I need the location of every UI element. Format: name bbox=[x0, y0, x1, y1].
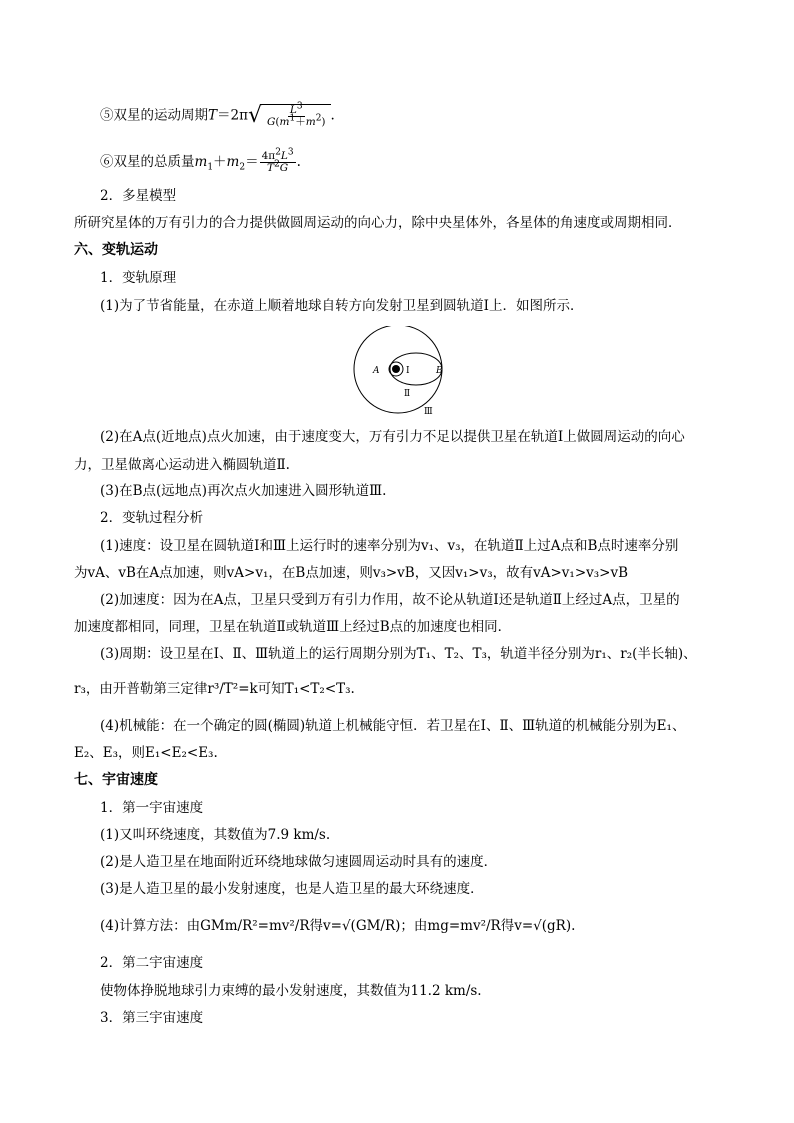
speed-line-1: (1)速度：设卫星在圆轨道Ⅰ和Ⅲ上运行时的速率分别为v₁、v₃，在轨道Ⅱ上过A点和B点时速率分别 bbox=[100, 538, 679, 554]
multi-star-text: 所研究星体的万有引力的合力提供做圆周运动的向心力，除中央星体外，各星体的角速度或周期相同． bbox=[74, 215, 682, 231]
label-B: B bbox=[436, 366, 443, 376]
section7-p4: (4)计算方法：由GMm/R²=mv²/R得v=√(GM/R)；由mg=mv²/R得v=√(gR). bbox=[100, 918, 576, 934]
section7-p1: (1)又叫环绕速度，其数值为7.9 km/s. bbox=[100, 827, 331, 843]
double-star-mass-label: ⑥双星的总质量 bbox=[100, 154, 195, 170]
label-III: Ⅲ bbox=[424, 407, 433, 417]
section7-sub1: 1．第一宇宙速度 bbox=[100, 800, 204, 816]
double-star-period-label: ⑤双星的运动周期 bbox=[100, 107, 208, 124]
period-line-2: r₃，由开普勒第三定律r³/T²=k可知T₁<T₂<T₃. bbox=[74, 681, 355, 697]
energy-line-1: (4)机械能：在一个确定的圆(椭圆)轨道上机械能守恒．若卫星在Ⅰ、Ⅱ、Ⅲ轨道的机械能分别为E₁、 bbox=[100, 718, 686, 734]
section6-p2a: (2)在A点(近地点)点火加速，由于速度变大，万有引力不足以提供卫星在轨道Ⅰ上做圆周运动的向心 bbox=[100, 429, 685, 445]
section7-p3: (3)是人造卫星的最小发射速度，也是人造卫星的最大环绕速度． bbox=[100, 881, 484, 897]
energy-line-2: E₂、E₃，则E₁<E₂<E₃. bbox=[74, 745, 218, 761]
section6-p1: (1)为了节省能量，在赤道上顺着地球自转方向发射卫星到圆轨道Ⅰ上．如图所示． bbox=[100, 298, 584, 314]
speed-line-2: 为vA、vB在A点加速，则vA>v₁，在B点加速，则v₃>vB，又因v₁>v₃，故有vA>v₁>v₃>vB bbox=[74, 565, 629, 581]
label-I: Ⅰ bbox=[406, 366, 410, 376]
section6-p3: (3)在B点(远地点)再次点火加速进入圆形轨道Ⅲ. bbox=[100, 483, 387, 499]
earth-dot bbox=[392, 365, 400, 373]
section7-title: 七、宇宙速度 bbox=[74, 772, 158, 788]
label-II: Ⅱ bbox=[404, 389, 411, 399]
double-star-period-line: ⑤双星的运动周期T＝2π √ $\frac{L^3}{G(m^1+m^2)}$ . bbox=[100, 101, 335, 128]
label-A: A bbox=[373, 366, 380, 376]
section7-p2: (2)是人造卫星在地面附近环绕地球做匀速圆周运动时具有的速度． bbox=[100, 854, 498, 870]
double-star-mass-line: ⑥双星的总质量$m_1+m_2=$ $\frac{4\pi^2L^3}{T^2G}$ . bbox=[100, 147, 301, 174]
multi-star-heading: 2．多星模型 bbox=[100, 188, 177, 204]
section6-sub1: 1．变轨原理 bbox=[100, 270, 177, 286]
section6-sub2: 2．变轨过程分析 bbox=[100, 510, 204, 526]
section6-p2b: 力，卫星做离心运动进入椭圆轨道Ⅱ. bbox=[74, 457, 290, 473]
section7-p5: 使物体挣脱地球引力束缚的最小发射速度，其数值为11.2 km/s. bbox=[100, 983, 482, 999]
section7-sub2: 2．第二宇宙速度 bbox=[100, 955, 204, 971]
period-line-1: (3)周期：设卫星在Ⅰ、Ⅱ、Ⅲ轨道上的运行周期分别为T₁、T₂、T₃，轨道半径分别为r₁、r₂(半长轴)、 bbox=[100, 646, 697, 662]
accel-line-1: (2)加速度：因为在A点，卫星只受到万有引力作用，故不论从轨道Ⅰ还是轨道Ⅱ上经过A点，卫星的 bbox=[100, 592, 680, 608]
section6-title: 六、变轨运动 bbox=[74, 242, 158, 258]
orbit-diagram bbox=[340, 326, 452, 418]
mass-formula: $\frac{4\pi^2L^3}{T^2G}$ bbox=[261, 147, 294, 174]
accel-line-2: 加速度都相同，同理，卫星在轨道Ⅱ或轨道Ⅲ上经过B点的加速度也相同． bbox=[74, 619, 512, 635]
period-formula: √ $\frac{L^3}{G(m^1+m^2)}$ bbox=[248, 104, 331, 128]
section7-sub3: 3．第三宇宙速度 bbox=[100, 1010, 204, 1026]
